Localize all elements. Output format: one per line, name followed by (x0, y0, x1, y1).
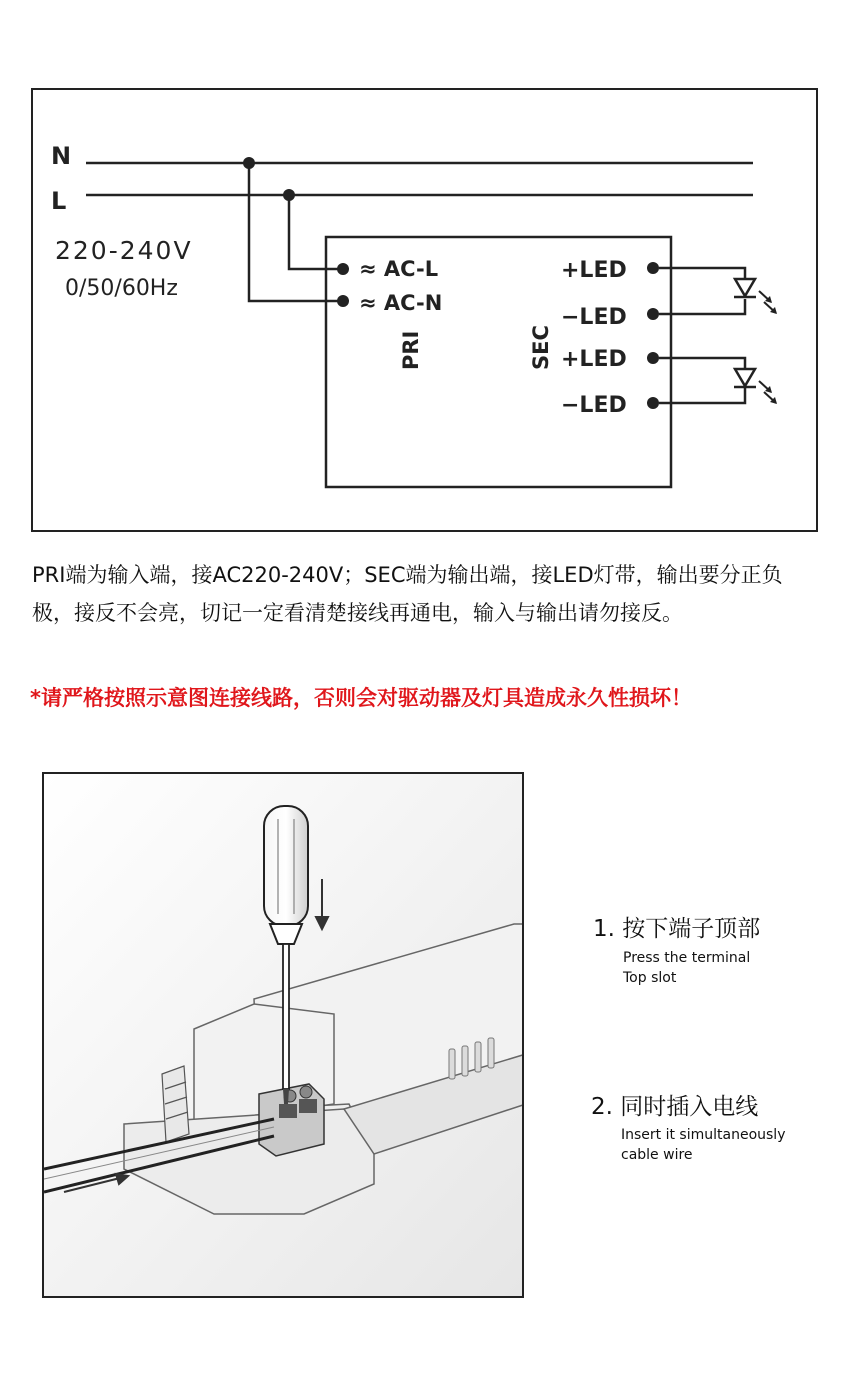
output-terminal-4 (647, 397, 659, 409)
output-label-1: +LED (561, 258, 627, 283)
step-1-line-1: Press the terminal (623, 950, 751, 966)
output-label-2: −LED (561, 305, 627, 330)
housing-clip (162, 1066, 189, 1142)
terminal-illustration-frame (42, 772, 524, 1298)
led-diode-icon-2 (659, 358, 777, 404)
wiring-warning: *请严格按照示意图连接线路，否则会对驱动器及灯具造成永久性损坏！ (30, 686, 692, 710)
frequency-label: 0/50/60Hz (65, 276, 178, 301)
wiring-diagram (31, 88, 818, 532)
output-terminal-2 (647, 308, 659, 320)
output-terminal-1 (647, 262, 659, 274)
pri-label: PRI (399, 330, 423, 370)
wiring-description: PRI端为输入端，接AC220-240V；SEC端为输出端，接LED灯带，输出要分正负极，接反不会亮，切记一定看清楚接线再通电，输入与输出请勿接反。 (32, 563, 783, 625)
step-2-title: 2. 同时插入电线 (591, 1094, 759, 1120)
step-1-title: 1. 按下端子顶部 (593, 916, 761, 942)
led-diode-icon-1 (659, 268, 777, 314)
ac-l-terminal (337, 263, 349, 275)
output-terminal-3 (647, 352, 659, 364)
sec-label: SEC (529, 325, 553, 370)
step-2-line-2: cable wire (621, 1147, 693, 1163)
step-2-line-1: Insert it simultaneously (621, 1127, 786, 1143)
terminal-illustration (44, 774, 524, 1298)
n-label: N (51, 142, 72, 170)
ac-l-label: ≈ AC-L (359, 257, 439, 281)
l-label: L (51, 187, 67, 215)
output-label-3: +LED (561, 347, 627, 372)
n-wire (249, 163, 343, 301)
ac-n-label: ≈ AC-N (359, 291, 443, 315)
l-wire (289, 195, 343, 269)
step-1-line-2: Top slot (623, 970, 677, 986)
output-label-4: −LED (561, 393, 627, 418)
voltage-label: 220-240V (55, 236, 193, 265)
ac-n-terminal (337, 295, 349, 307)
